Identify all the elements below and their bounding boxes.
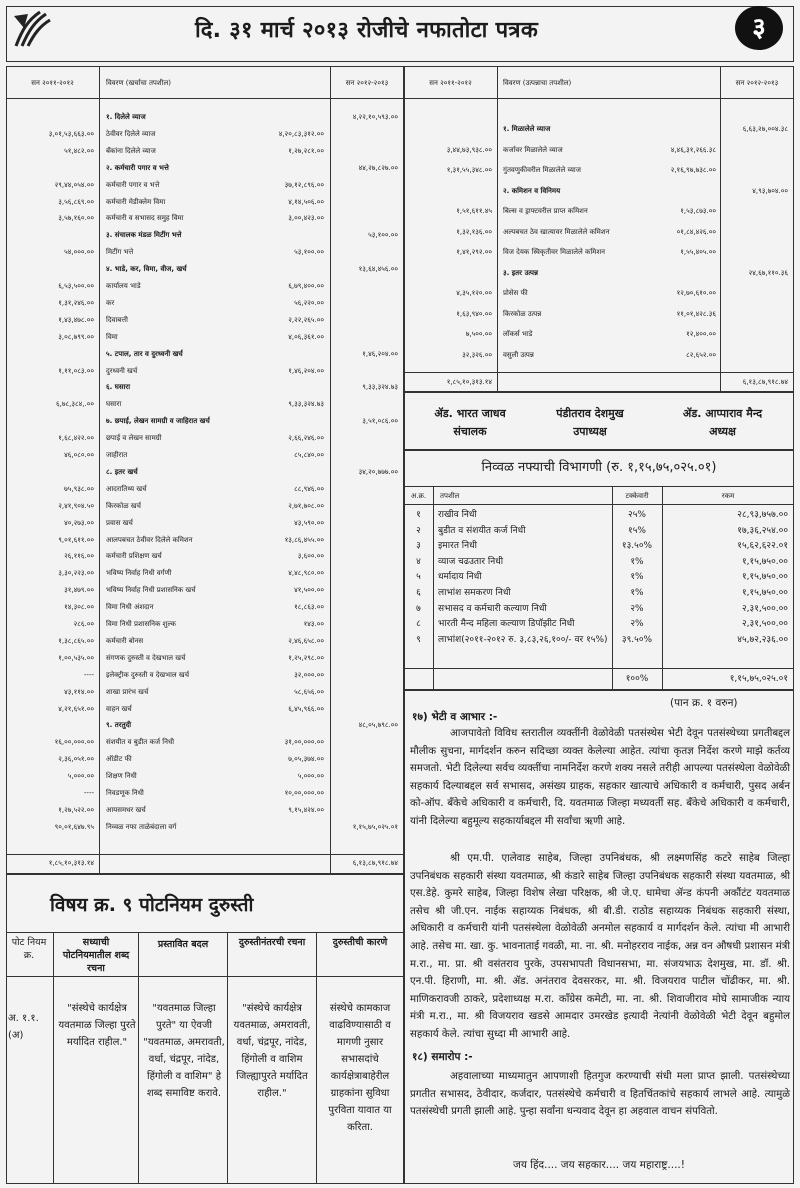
inc-row-current-amount: ६,६३,२७,००४.३८	[742, 125, 788, 133]
exp-row-current-amount: १,४६,२०४.००	[362, 349, 398, 358]
exp-row-prev-amount: ५,०००.००	[67, 772, 94, 781]
exp-row-prev-amount: १,६८,४२२.००	[58, 434, 94, 443]
dist-row-no: १	[416, 510, 421, 520]
dist-row-desc: लाभांश समकरण निधी	[438, 588, 511, 598]
society-logo-icon	[8, 6, 54, 52]
exp-row-prev-amount: ३,५६,८६९.००	[58, 197, 94, 206]
signatories-box	[404, 392, 794, 450]
exp-row-description: इलेक्ट्रीक दुरुस्ती व देखभाल खर्च	[106, 670, 190, 679]
amendment-title: विषय क्र. ९ पोटनियम दुरुस्ती	[50, 894, 254, 916]
inc-row-sub-amount: ४,४६,३१,२६६.३८	[670, 145, 716, 154]
dist-row-amt: १,१५,७५०.००	[741, 572, 788, 583]
section-17-para-1: आजपावेतो विविध स्तरातील व्यक्तींनी वेळोवेळी पतसंस्थेस भेटी देवून पतसंस्थेच्या प्रगतीबद्दल मौलीक सुचना, मार्गदर्शन करुन सदिच्छा व्यक्त केलेल्या आहेत. त्यांचा कृतज्ञ निर्देश करणे माझे कर्तव्य समजतो. भेटी दिलेल्या सर्वच व्यक्तींचा नामनिर्देश करणे शक्य नसले तरीही आपल्या पतसंस्थेला वेळोवेळी सहकार्य दिल्याबद्दल सर्व सभासद, असंख्य ग्राहक, सहकार खात्याचे अधिकारी व कर्मचारी, पुसद अर्बन को-ऑप. बँकेचे अधिकारी व कर्मचारी, दि. यवतमाळ जिल्हा मध्यवर्ती सह. बँकेचे अधिकारी व कर्मचारी, यांनी दिलेल्या बहुमूल्य सहकार्याबद्दल मी सर्वांचा ऋणी आहे.	[410, 728, 790, 827]
page-title: दि. ३१ मार्च २०१३ रोजीचे नफातोटा पत्रक	[195, 18, 539, 43]
exp-row-description: ९. तरतुदी	[106, 721, 132, 730]
signatory-role-2: उपाध्यक्ष	[573, 425, 607, 438]
inc-row-description: प्रोसेस फी	[503, 289, 528, 297]
exp-row-sub-amount: १४३.००	[303, 620, 324, 628]
dist-row-desc: धर्मादाय निधी	[438, 572, 482, 583]
exp-row-prev-amount: २६,११६.००	[64, 552, 94, 561]
exp-row-description: ५. टपाल, तार व दुरध्वनी खर्च	[106, 349, 183, 358]
exp-row-current-amount: ४८,०५,७९८.००	[358, 721, 398, 730]
exp-row-description: भविष्य निर्वाह निधी प्रशासनिक खर्च	[106, 586, 196, 595]
dist-row-amt: १,१५,७५०.००	[741, 556, 788, 567]
exp-row-sub-amount: ९,१५,४२४.००	[288, 805, 324, 814]
dist-row-pct: २५%	[628, 510, 646, 520]
exp-row-description: निवडणूक निधी	[106, 789, 144, 797]
dist-row-pct: २%	[630, 603, 644, 614]
exp-row-prev-amount: २८६.००	[73, 620, 94, 628]
exp-row-description: आयसमधर खर्च	[106, 805, 146, 814]
exp-row-prev-amount: ४३,११४.००	[64, 687, 94, 696]
exp-row-current-amount: १,१५,७५,०२५.०१	[352, 822, 398, 831]
exp-row-prev-amount: ३,०८,७९९.००	[58, 332, 94, 341]
amend-after-text: "संस्थेचे कार्यक्षेत्र यवतमाळ, अमरावती, वर्धा, चंद्रपूर, नांदेड, हिंगोली व वाशिम जिल्ह्यापुरते मर्यादित राहील."	[233, 1003, 311, 1099]
exp-row-sub-amount: १८,८६३.००	[294, 603, 324, 612]
exp-row-sub-amount: १०,००,०००.००	[284, 789, 324, 797]
inc-row-sub-amount: ८२,६५२.००	[686, 350, 716, 359]
exp-row-description: किरकोळ खर्च	[106, 501, 141, 510]
exp-row-prev-amount: ९,०१,६११.००	[58, 535, 94, 544]
exp-row-prev-amount: १,११,०८३.००	[58, 366, 94, 375]
inc-row-sub-amount: १२,७०,६१०.००	[676, 289, 716, 297]
exp-row-description: शाखा प्रारंभ खर्च	[106, 687, 149, 696]
exp-row-sub-amount: ८८,९४६.००	[294, 484, 324, 493]
exp-row-description: ८. इतर खर्च	[106, 467, 138, 476]
exp-row-sub-amount: ७,०५,३७४.००	[288, 755, 324, 764]
exp-row-description: कर्मचारी बोनस	[106, 636, 144, 645]
exp-row-description: कर्मचारी व सभासद समुह विमा	[106, 214, 184, 223]
exp-row-sub-amount: ३१,००,०००.००	[284, 738, 324, 747]
exp-row-prev-amount: ४६,०८०.००	[64, 451, 94, 459]
exp-row-sub-amount: ५६,२२०.००	[294, 298, 324, 307]
amend-col-1: पोट नियम क्र.	[11, 937, 47, 961]
inc-row-sub-amount: ०१,८४,४२६.००	[676, 227, 716, 236]
signatory-name-2: पंडीतराव देशमुख	[556, 407, 624, 420]
inc-row-description: विज देयक स्विकृतीवर मिळालेले कमिशन	[503, 248, 605, 256]
exp-row-prev-amount: ७५,९३८.००	[64, 484, 94, 493]
inc-row-current-amount: ४,९३,७०४.००	[752, 186, 788, 195]
exp-row-description: संशयीत व बुडीत कर्ज निधी	[106, 738, 175, 747]
exp-row-current-amount: ५३,१००.००	[368, 231, 398, 240]
inc-row-description: गुंतवणुकीवरील मिळालेले व्याज	[503, 166, 581, 174]
dist-col-no: अ.क्र.	[410, 492, 427, 500]
exp-row-prev-amount: ५४,०००.००	[64, 248, 94, 257]
dist-row-pct: ३९.५०%	[621, 634, 653, 645]
exp-header-prev: सन २०११-२०१२	[31, 79, 74, 87]
dist-total-pct: १००%	[625, 674, 649, 684]
dist-row-desc: भारती मैन्द महिला कल्याण डिपॉझीट निधी	[438, 619, 575, 630]
dist-row-no: ४	[416, 556, 421, 567]
dist-row-amt: ४५,७२,२३६.००	[737, 634, 788, 645]
dist-row-amt: २,३१,५००.००	[741, 619, 788, 630]
exp-row-sub-amount: १३,८६,४५५.००	[284, 535, 324, 544]
exp-row-sub-amount: ४,४८,९८०.००	[288, 569, 324, 578]
amend-reason-text: संस्थेचे कामकाज वाढविण्यासाठी व मागणी नुसार सभासदांचे कार्यक्षेत्राबाहेरील ग्राहकांना सुविधा पुरविता यावात या करिता.	[328, 1003, 392, 1133]
exp-row-sub-amount: ४,०६,३६१.००	[288, 332, 324, 341]
exp-row-sub-amount: २,२२,२६५.००	[288, 315, 324, 324]
dist-row-amt: २,३१,५००.००	[741, 603, 788, 614]
inc-header-prev: सन २०११-२०१२	[429, 79, 472, 87]
exp-row-prev-amount: १६,००,०००.००	[54, 738, 94, 747]
exp-row-sub-amount: २,४६,६५८.००	[288, 636, 324, 645]
amend-col-4: दुरुस्तीनंतरची रचना	[238, 937, 306, 948]
exp-row-prev-amount: ५१,४८२.००	[64, 146, 94, 155]
inc-row-description: अल्पबचत ठेव खात्यावर मिळालेले कमिशन	[503, 227, 610, 236]
dist-row-desc: बुडीत व संशयीत कर्ज निधी	[438, 525, 526, 536]
dist-row-desc: सभासद व कर्मचारी कल्याण निधी	[438, 603, 547, 614]
exp-row-sub-amount: १,२७,२८१.००	[288, 146, 324, 155]
exp-row-prev-amount: ----	[83, 670, 94, 679]
section-17-para-2: श्री एम.पी. एालेवाड साहेब, जिल्हा उपनिबंधक, श्री लक्ष्मणसिंह कटरे साहेब जिल्हा उपनिबंधक सहकारी संस्था यवतमाळ, श्री कंडारे साहेब जिल्हा उपनिबंधक सहकारी संस्था यवतमाळ, श्री एस.डेहे. कुमरे साहेब, जिल्हा विशेष लेखा परिक्षक, श्री जे.ए. धामेचा ॲन्ड कंपनी अकौंटंट यवतमाळ तसेच श्री जी.एन. नाईक सहाय्यक निबंधक, श्री बी.डी. राठोड सहाय्यक निबंधक सहकारी संस्था, अधिकारी व कर्मचारी यांनी पतसंस्थेला वेळोवेळी अनमोल सहकार्य व मार्गदर्शन केले. त्यांचा मी आभारी आहे. तसेच मा. खा. कु. भावनाताई गवळी, मा. ना. श्री. मनोहरराव नाईक, अन्न वन औषधी प्रशासन मंत्री म.रा., मा. प्रा. श्री वसंतराव पुरके, उपसभापती विधानसभा, मा. संजयभाऊ देशमुख, मा. डॉ. श्री. एन.पी. हिराणी, मा. श्री. ॲड. अनंतराव देवसरकर, मा. श्री. विजयराव पाटील चोंढीकर, मा. श्री. माणिकरावजी ठाकरे, प्रदेशाध्यक्ष म.रा. कॉंग्रेस कमेटी, मा. ना. श्री. शिवाजीराव मोघे सामाजीक न्याय मंत्री म.रा., मा. श्री विजयराव खडसे आमदार उमरखेड इत्यादी नेत्यांनी वेळोवेळी भेटी देवून बहुमोल सहकार्य केले. त्यांचा सुध्दा मी आभारी आहे.	[410, 853, 790, 1040]
inc-row-description: कर्जावर मिळालेले व्याज	[503, 145, 563, 154]
exp-row-description: आदरातिथ्य खर्च	[106, 484, 147, 493]
amend-col-2: सध्याची पोटनियमातील शब्द रचना	[62, 937, 130, 974]
signatory-role-1: संचालक	[453, 425, 487, 438]
exp-row-description: विमा	[106, 332, 118, 341]
exp-row-description: ४. भाडे, कर, विमा, वीज, खर्च	[106, 265, 187, 274]
inc-row-description: ३. इतर उत्पन्न	[503, 268, 538, 277]
exp-row-prev-amount: ६,७८,३८४,.००	[55, 400, 94, 409]
exp-row-prev-amount: २९,४४,०५४.००	[54, 180, 94, 189]
distribution-title: निव्वळ नफ्याची विभागणी (रु. १,१५,७५,०२५.०१)	[481, 460, 717, 475]
exp-row-prev-amount: १४,३०८.००	[64, 603, 94, 612]
dist-row-pct: २%	[630, 619, 644, 630]
exp-row-description: कर्मचारी प्रशिक्षण खर्च	[106, 552, 162, 561]
exp-row-current-amount: ४४,२७,८२७.००	[358, 163, 398, 172]
dist-row-desc: इमारत निधी	[438, 541, 477, 552]
closing-slogan: जय हिंद.... जय सहकार.... जय महाराष्ट्र....!	[513, 1159, 685, 1171]
dist-row-amt: १,१५,७५०.००	[741, 588, 788, 598]
exp-row-prev-amount: ३,०१,५३,६६३.००	[48, 129, 94, 138]
exp-row-description: जाहीरात	[106, 451, 128, 459]
exp-total-cur: ६,१३,८७,९१८.७४	[352, 859, 398, 867]
exp-row-sub-amount: ५३,१००.००	[294, 248, 324, 257]
exp-row-sub-amount: ३२,०००.००	[294, 670, 324, 679]
exp-row-sub-amount: १,४६,२०४.००	[288, 366, 324, 375]
dist-row-pct: १३.५०%	[621, 541, 653, 552]
exp-row-description: मिटींग भत्ते	[106, 248, 134, 257]
exp-row-sub-amount: ३७,१२,८९६.००	[284, 180, 324, 189]
dist-row-amt: १७,३६,२५४.००	[737, 525, 788, 536]
exp-row-current-amount: ९,३३,३२४.७३	[362, 383, 398, 392]
inc-row-prev-amount: ३,४४,७३,९३८.००	[446, 145, 492, 154]
exp-row-sub-amount: ४१,५००.००	[294, 586, 324, 595]
exp-row-description: भविष्य निर्वाह निधी वर्गणी	[106, 569, 172, 578]
exp-row-prev-amount: ४,२१,६५१.००	[58, 704, 94, 713]
amend-col-3: प्रस्तावित बदल	[157, 939, 209, 950]
exp-row-current-amount: ३४,२०,७७७.००	[358, 467, 398, 476]
exp-row-description: संगणक दुरुस्ती व देखभाल खर्च	[106, 653, 186, 662]
dist-row-no: ३	[416, 541, 421, 552]
inc-row-description: १. मिळालेले व्याज	[503, 125, 551, 133]
inc-header-cur: सन २०१२-२०१३	[735, 79, 779, 87]
exp-row-sub-amount: २,६६,२४६.००	[288, 434, 324, 443]
section-18-para: अहवालाच्या माध्यमातुन आपणाशी हितगुज करण्याची संधी मला प्राप्त झाली. पतसंस्थेच्या प्रगतीत सभासद, ठेवीदार, कर्जदार, पतसंस्थेचे कर्मचारी व हितचिंतकांचे सहकार्य लाभले आहे. त्यामुळे पतसंस्थेची प्रगती झाली आहे. पुन्हा सर्वांना धन्यवाद देवून हा अहवाल वाचन संपवितो.	[410, 1071, 790, 1118]
dist-row-desc: व्याज चढउतार निधी	[438, 556, 504, 567]
dist-row-no: ७	[416, 603, 421, 614]
dist-row-amt: १५,६२,६२२.०१	[737, 541, 788, 552]
dist-row-pct: १५%	[628, 525, 646, 536]
exp-row-prev-amount: ----	[83, 789, 94, 797]
amend-col-5: दुरुस्तीची कारणे	[332, 937, 388, 948]
inc-row-prev-amount: ७,५००.००	[465, 330, 492, 338]
exp-row-sub-amount: ३,००,४२३.००	[288, 214, 324, 223]
inc-total-cur: ६,१३,८७,९१८.७४	[742, 378, 788, 386]
exp-row-description: विमा निधी अंशदान	[106, 603, 154, 612]
exp-row-description: आलपबचत ठेवीवर दिलेले कमिशन	[106, 535, 193, 544]
exp-row-current-amount: ३,५१,०८६.००	[362, 417, 398, 426]
section-17-heading: १७) भेटी व आभार :-	[412, 711, 498, 723]
exp-row-sub-amount: ६,४५,९६६.००	[288, 704, 324, 713]
dist-row-desc: लाभांश(२०११-२०१२ रु. ३,८३,२६,१००/- वर १५%)	[438, 634, 608, 645]
inc-header-desc: विवरण (उत्पन्नाचा तपशील)	[503, 79, 572, 87]
dist-total-amt: १,१५,७५,०२५.०१	[729, 674, 788, 684]
exp-row-sub-amount: ८५,८४०.००	[294, 451, 324, 459]
dist-row-pct: १%	[630, 556, 644, 567]
exp-row-description: ३. संचालक मंडळ मिटींग भत्ते	[106, 231, 182, 240]
exp-row-sub-amount: १,२५,२९८.००	[288, 653, 324, 662]
exp-row-description: छपाई व लेखन सामग्री	[106, 434, 162, 443]
exp-row-sub-amount: ६,७९,४००.००	[288, 282, 324, 290]
inc-row-prev-amount: १,४१,२९२.००	[456, 248, 492, 256]
exp-row-prev-amount: २,३६,०५१.००	[58, 755, 94, 764]
exp-row-current-amount: १३,६४,४५६.००	[358, 265, 398, 274]
exp-row-sub-amount: ४,२०,८३,३१२.००	[278, 129, 324, 138]
exp-row-description: कर	[106, 298, 115, 307]
inc-row-description: किरकोळ उत्पन्न	[503, 309, 542, 318]
inc-row-description: लॉकर्स भाडे	[503, 330, 533, 338]
exp-row-prev-amount: १,३१,२४६.००	[58, 298, 94, 307]
exp-row-current-amount: ४,२२,१०,५९३.००	[352, 113, 398, 121]
inc-row-description: वसुली उत्पन्न	[503, 350, 534, 359]
inc-row-prev-amount: ४,३५,१२०.००	[456, 289, 492, 297]
exp-row-prev-amount: ३,५७,१६०.००	[58, 214, 94, 223]
dist-col-amt: रकम	[721, 492, 735, 500]
dist-col-desc: तपशील	[440, 492, 460, 500]
exp-header-cur: सन २०१२-२०१३	[345, 79, 389, 87]
dist-row-no: ९	[416, 634, 421, 645]
inc-row-sub-amount: २,१६,९७,७३८.००	[670, 166, 716, 174]
inc-row-description: २. कमिशन व विनिमय	[503, 186, 561, 195]
inc-total-prev: १,८५,१०,३१३.१४	[446, 378, 492, 386]
exp-row-description: दिवाबत्ती	[106, 315, 128, 324]
exp-row-description: वाहन खर्च	[106, 704, 132, 713]
exp-row-description: ठेवीवर दिलेले व्याज	[106, 129, 156, 138]
inc-row-sub-amount: १,५३,८७३.००	[680, 207, 716, 215]
inc-row-current-amount: २४,६७,११०.३६	[748, 268, 788, 277]
page-number-badge: ३	[735, 6, 783, 50]
inc-row-description: बिल्स व ड्राफ्टवरील प्राप्त कमिशन	[503, 207, 588, 215]
inc-row-prev-amount: १,५१,६११.४५	[456, 207, 492, 215]
exp-row-sub-amount: ४३,५९०.००	[294, 518, 324, 527]
exp-row-description: प्रवास खर्च	[106, 518, 133, 527]
exp-row-prev-amount: १,३८,८६५.००	[58, 636, 94, 645]
amend-rule-no: अ. १.१. (अ)	[8, 1013, 39, 1041]
inc-row-sub-amount: १,५५,४०५.००	[680, 248, 716, 256]
exp-row-prev-amount: ३१,४७९.००	[64, 586, 94, 595]
dist-row-no: ६	[416, 588, 421, 598]
inc-row-prev-amount: १,३१,५५,३४८.००	[446, 166, 492, 174]
exp-row-prev-amount: ९०,०१,६४७.९५	[54, 822, 94, 831]
exp-row-sub-amount: ३,६००.००	[297, 552, 324, 561]
exp-row-description: बँकांना दिलेले व्याज	[106, 146, 156, 155]
continued-note: (पान क्र. १ वरुन)	[670, 697, 738, 709]
exp-row-description: २. कर्मचारी पगार व भत्ते	[106, 163, 169, 172]
exp-row-prev-amount: १,२७,५२२.००	[58, 805, 94, 814]
dist-row-desc: राखीव निधी	[438, 510, 477, 520]
exp-row-sub-amount: ५,०००.००	[297, 772, 324, 781]
dist-row-pct: १%	[630, 588, 644, 598]
exp-row-prev-amount: १,००,५३५.००	[58, 653, 94, 662]
dist-col-pct: टक्केवारी	[625, 492, 649, 500]
exp-row-description: ७. छपाई, लेखन सामग्री व जाहिरात खर्च	[106, 417, 210, 426]
amend-proposed-text: "यवतमाळ जिल्हा पुरते" या ऐवजी "यवतमाळ, अमरावती, वर्धा, चंद्रपूर, नांदेड, हिंगोली व वाशिम" हे शब्द समाविष्ट करावे.	[143, 1003, 225, 1099]
amend-current-text: "संस्थेचे कार्यक्षेत्र यवतमाळ जिल्हा पुरते मर्यादित राहील."	[58, 1003, 136, 1048]
inc-row-prev-amount: १,६३,९४०.००	[456, 309, 492, 318]
exp-row-sub-amount: ९,३३,३२४.७३	[288, 400, 324, 409]
signatory-name-3: ॲड. आप्पाराव मैन्द	[682, 407, 763, 420]
signatory-name-1: ॲड. भारत जाधव	[434, 407, 506, 420]
dist-row-no: ८	[416, 619, 421, 630]
dist-row-no: २	[416, 525, 421, 536]
exp-row-sub-amount: ५८,६५६.००	[294, 687, 324, 696]
exp-row-sub-amount: ४,१४,५०६.००	[288, 197, 324, 206]
exp-row-description: घसारा	[106, 400, 122, 409]
exp-row-description: कार्यालय भाडे	[106, 282, 141, 290]
dist-row-amt: २८,९३,७५७.००	[737, 510, 788, 520]
inc-row-prev-amount: ३२,३२६.००	[462, 350, 492, 359]
dist-row-no: ५	[416, 572, 421, 583]
inc-row-sub-amount: ११,०१,४२८.३६	[676, 309, 716, 318]
exp-header-desc: विवरण (खर्चाचा तपशील)	[106, 79, 171, 87]
exp-row-description: शिक्षण निधी	[106, 772, 137, 781]
section-18-heading: १८) समारोप :-	[412, 1051, 473, 1063]
exp-row-prev-amount: २,४१,९०४.५०	[58, 501, 94, 510]
exp-row-description: ऑडीट फी	[106, 755, 132, 764]
exp-row-prev-amount: ६,५३,५००.००	[58, 282, 94, 290]
exp-row-description: ६. घसारा	[106, 383, 131, 392]
exp-row-description: कर्मचारी मेडीक्लेम विमा	[106, 197, 166, 206]
dist-row-pct: १%	[630, 572, 644, 583]
exp-row-description: निव्वळ नफा ताळेबंदाला वर्ग	[106, 822, 177, 831]
exp-row-prev-amount: १,४३,४७८.००	[58, 315, 94, 324]
inc-row-sub-amount: १२,४००.००	[686, 330, 716, 338]
signatory-role-3: अध्यक्ष	[709, 425, 736, 438]
exp-row-description: १. दिलेले व्याज	[106, 113, 146, 121]
exp-row-description: कर्मचारी पगार व भत्ते	[106, 180, 160, 189]
inc-row-prev-amount: १,३२,१३६.००	[456, 227, 492, 236]
exp-row-sub-amount: २,७१,७०८.००	[288, 501, 324, 510]
exp-row-prev-amount: ३,३०,२२३.००	[58, 569, 94, 578]
exp-row-description: विमा निधी प्रशासनिक शुल्क	[106, 620, 176, 628]
exp-total-prev: १,८५,१०,३१३.१४	[48, 859, 94, 867]
exp-row-description: दुरध्वनी खर्च	[106, 366, 138, 375]
exp-row-prev-amount: ४०,२७३.००	[64, 518, 94, 527]
